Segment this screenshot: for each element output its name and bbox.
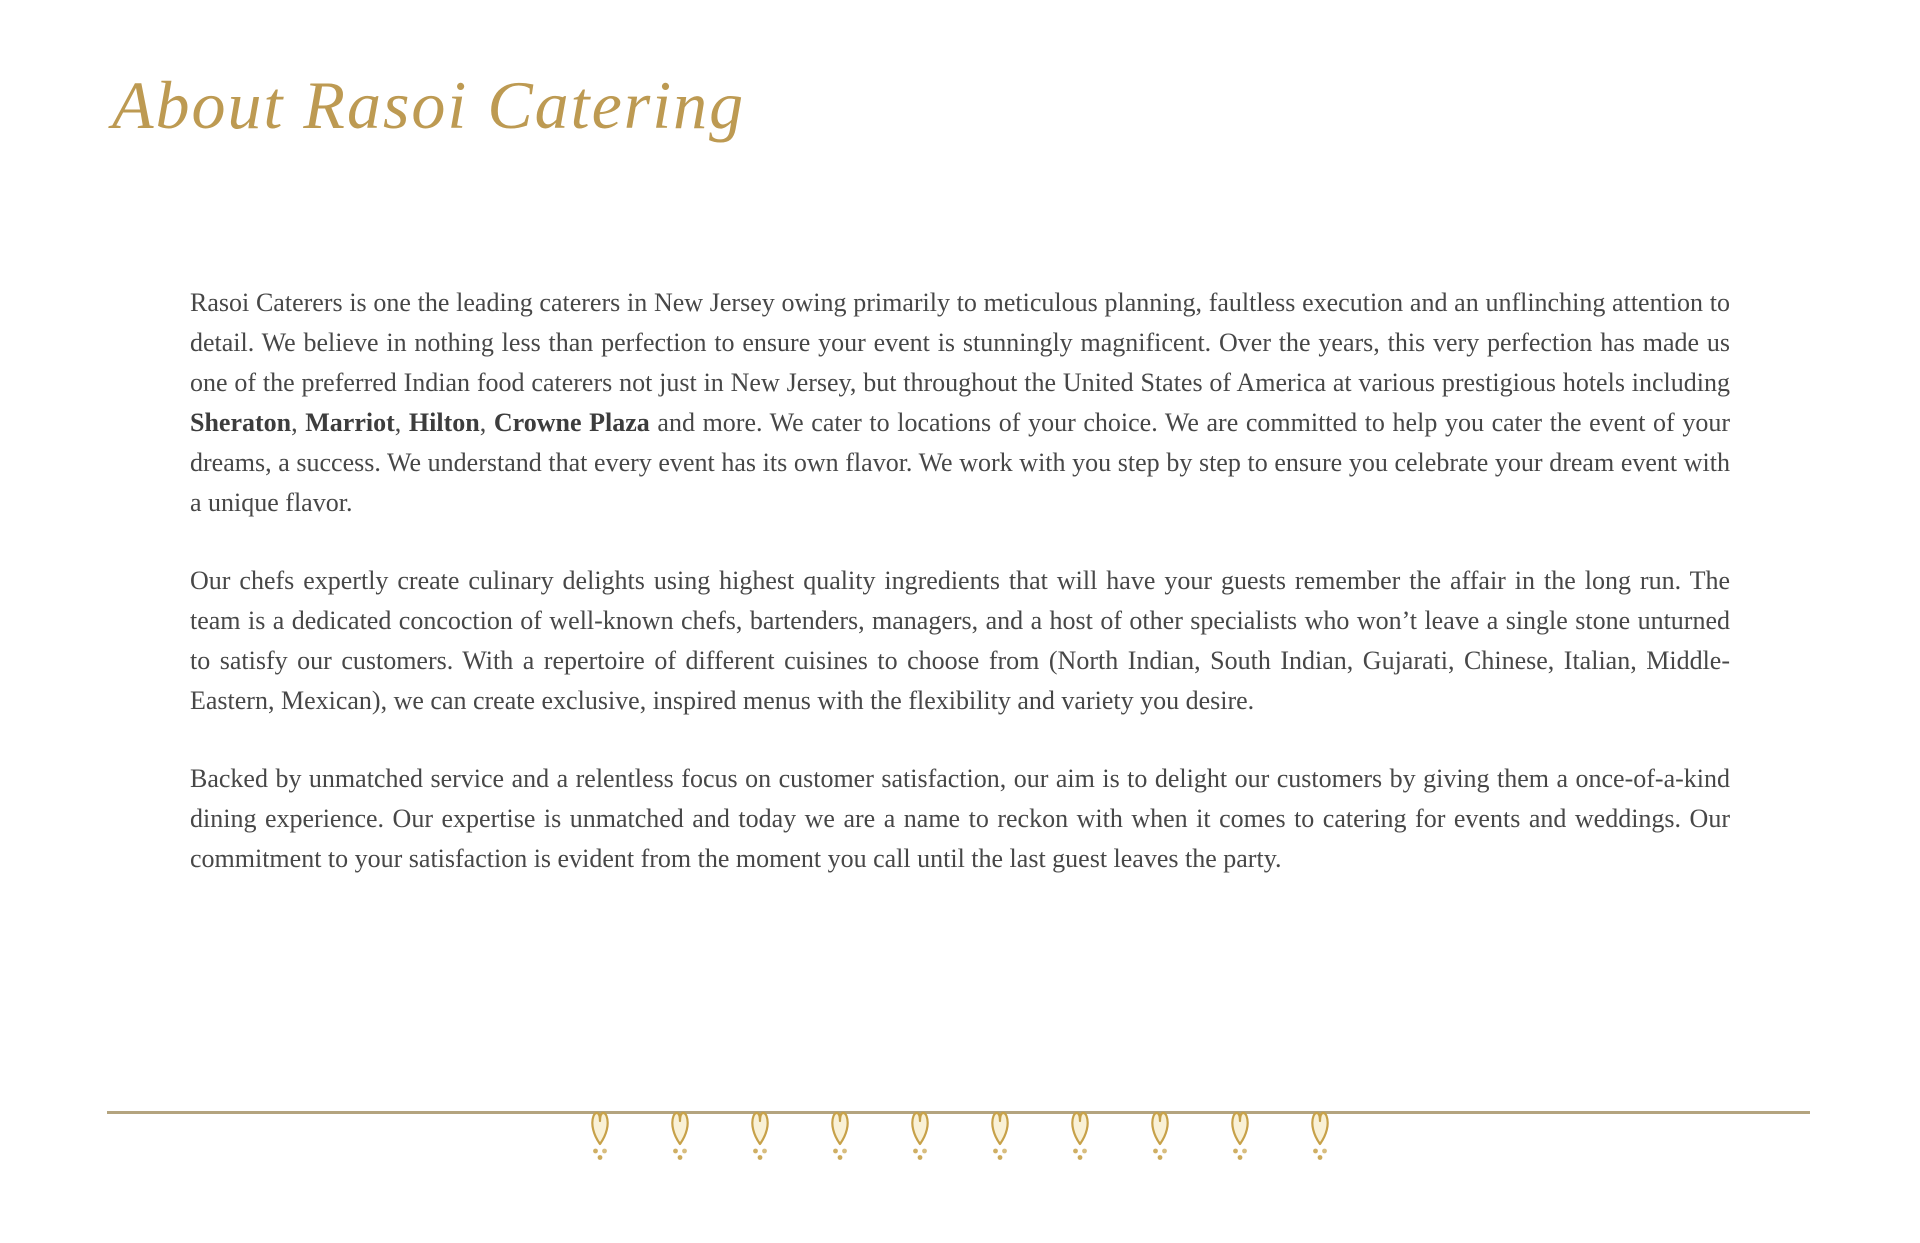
paragraph-1: Rasoi Caterers is one the leading caterers in New Jersey owing primarily to meticulous planning, faultless execution and an unflinching attention to detail. We believe in nothing less than perfection to ensure your event is stunningly magnificent. Over the years, this very perfection has made us one of the preferred Indian food caterers not just in New Jersey, but throughout the United States of America at various prestigious hotels including Sheraton, Marriot, Hilton, Crowne Plaza and more. We cater to locations of your choice. We are committed to help you cater the event of your dreams, a success. We understand that every event has its own flavor. We work with you step by step to ensure you celebrate your dream event with a unique flavor. [190,288,1731,517]
paragraph-2: Our chefs expertly create culinary delights using highest quality ingredients that will have your guests remember the affair in the long run. The team is a dedicated concoction of well-known chefs, bartenders, managers, and a host of other specialists who won’t leave a single stone unturned to satisfy our customers. With a repertoire of different cuisines to choose from (North Indian, South Indian, Gujarati, Chinese, Italian, Middle-Eastern, Mexican), we can create exclusive, inspired menus with the flexibility and variety you desire. [190,566,1730,715]
paragraph-3: Backed by unmatched service and a relentless focus on customer satisfaction, our aim is to delight our customers by giving them a once-of-a-kind dining experience. Our expertise is unmatched and today we are a name to reckon with when it comes to catering for events and weddings. Our commitment to your satisfaction is evident from the moment you call until the last guest leaves the party. [190,764,1730,873]
hanging-lamp-icon [1068,1107,1092,1165]
page-title: About Rasoi Catering [112,67,746,143]
hanging-lamp-icon [828,1107,852,1165]
hanging-lamp-icon [748,1107,772,1165]
hanging-lamp-icon [1148,1107,1172,1165]
hanging-lamp-icon [668,1107,692,1165]
hanging-lamp-icon [988,1107,1012,1165]
hanging-lamp-icon [1228,1107,1252,1165]
hanging-lamp-icon [908,1107,932,1165]
ornament-row [588,1107,1332,1165]
hanging-lamp-icon [588,1107,612,1165]
hanging-lamp-icon [1308,1107,1332,1165]
about-text-block [190,283,1730,879]
